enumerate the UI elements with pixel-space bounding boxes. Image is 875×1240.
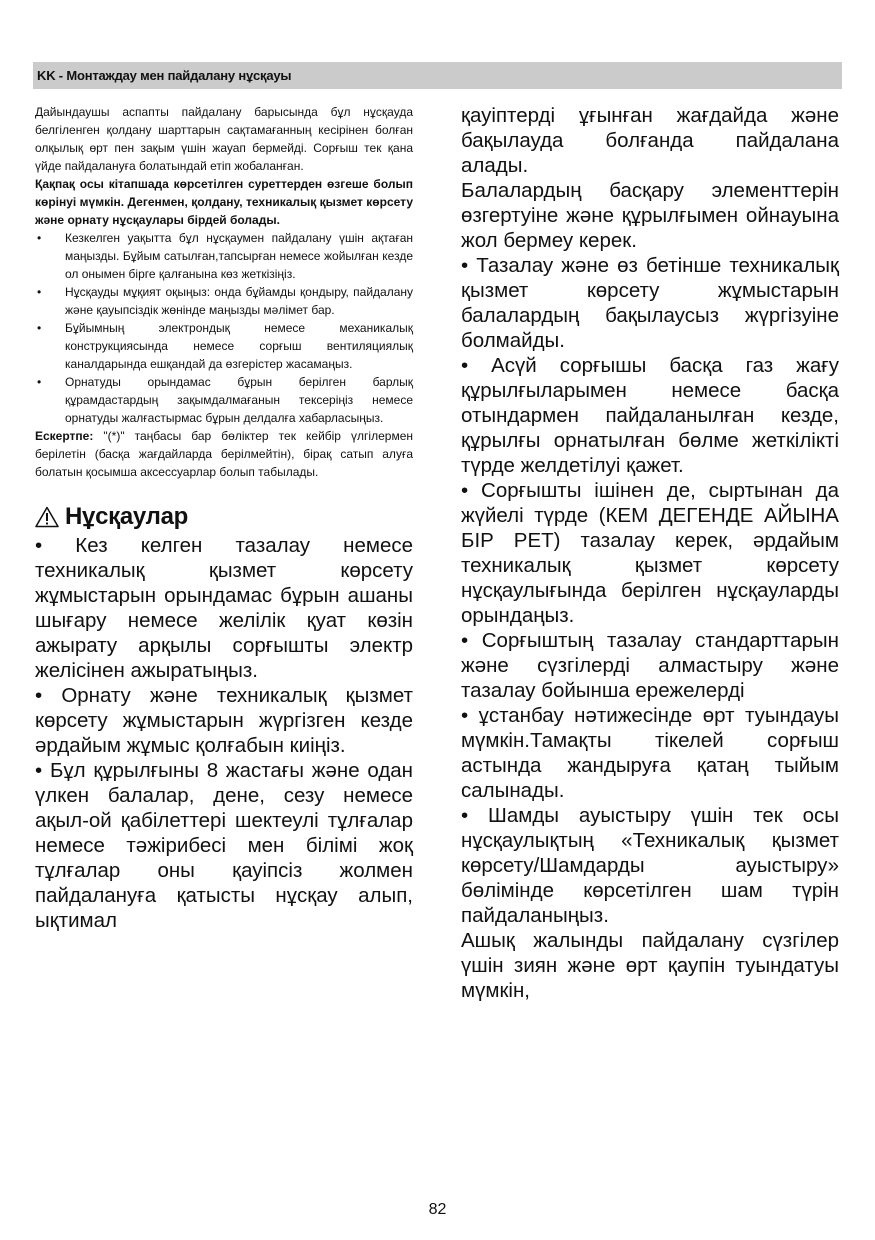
instruction-paragraph: • Асүй сорғышы басқа газ жағу құрылғыларымен немесе басқа отындармен пайдаланылған кезде, құрылғы орнатылған бөлме жеткілікті түрде желдетілуі қажет. [461, 354, 839, 477]
note-label: Ескертпе: [35, 429, 94, 443]
instruction-paragraph: қауіптерді ұғынған жағдайда және бақылауда болғанда пайдалана алады. [461, 104, 839, 177]
instruction-paragraph: Балалардың басқару элементтерін өзгертуіне және құрылғымен ойнауына жол бермеу керек. [461, 179, 839, 252]
intro-bullet-item: • Кезкелген уақытта бұл нұсқаумен пайдалану үшін ақтаған маңызды. Бұйым сатылған,тапсырған немесе жойылған кезде ол онымен бірге қалғанына көз жеткізіңіз. [35, 229, 413, 283]
instructions-title: Нұсқаулар [65, 503, 188, 530]
page-title: KK - Монтаждау мен пайдалану нұсқауы [37, 68, 292, 83]
warning-triangle-icon [35, 506, 59, 528]
note-text: "(*)" таңбасы бар бөліктер тек кейбір үлгілермен берілетін (басқа жағдайларда берілмейтін), бірақ сатып алуға болатын қосымша аксессуарлар болып табылады. [35, 429, 413, 479]
intro-bold-paragraph [35, 175, 413, 229]
instruction-paragraph: • Тазалау және өз бетінше техникалық қызмет көрсету жұмыстарын балалардың бақылаусыз жүргізуіне болмайды. [461, 254, 839, 352]
intro-bullet-list [35, 229, 413, 427]
instruction-paragraph: • Шамды ауыстыру үшін тек осы нұсқаулықтың «Техникалық қызмет көрсету/Шамдарды ауыстыру» бөлімінде көрсетілген шам түрін пайдаланыңыз. [461, 804, 839, 927]
instruction-paragraph: • ұстанбау нәтижесінде өрт туындауы мүмкін.Тамақты тікелей сорғыш астында жандыруға қатаң тыйым салынады. [461, 704, 839, 802]
intro-bullet-item: • Орнатуды орындамас бұрын берілген барлық құрамдастардың зақымдалмағанын тексеріңіз немесе орнатуды жалғастырмас бұрын делдалға хабарласыңыз. [35, 373, 413, 427]
instruction-paragraph: • Сорғыштың тазалау стандарттарын және сүзгілерді алмастыру және тазалау бойынша ережелерді [461, 629, 839, 702]
left-column [35, 103, 413, 933]
instruction-paragraph: • Орнату және техникалық қызмет көрсету жұмыстарын жүргізген кезде әрдайым жұмыс қолғабын киіңіз. [35, 684, 413, 757]
instruction-paragraph: • Бұл құрылғыны 8 жастағы және одан үлкен балалар, дене, сезу немесе ақыл-ой қабілеттері шектеулі тұлғалар немесе тәжірибесі мен білімі жоқ тұлғалар оны қауіпсіз жолмен пайдалануға қатысты нұсқау алып, ықтимал [35, 759, 413, 932]
intro-bold-text: Қақпақ осы кітапшада көрсетілген суреттерден өзгеше болып көрінуі мүмкін. Дегенмен, қолдану, техникалық қызмет көрсету және орнату нұсқаулары бірдей болады. [35, 177, 413, 227]
instruction-paragraph: Ашық жалынды пайдалану сүзгілер үшін зиян және өрт қаупін туындатуы мүмкін, [461, 929, 839, 1002]
note-paragraph [35, 427, 413, 481]
page-number: 82 [428, 1201, 447, 1218]
instructions-heading [35, 501, 413, 533]
instruction-paragraph: • Кез келген тазалау немесе техникалық қызмет көрсету жұмыстарын орындамас бұрын ашаны шығару немесе желілік қуат көзін ажырату арқылы сорғышты электр желісінен ажыратыңыз. [35, 534, 413, 682]
intro-bullet-item: • Нұсқауды мұқият оқыңыз: онда бұйамды қондыру, пайдалану және қауыпсіздік жөнінде маңызды мәлімет бар. [35, 283, 413, 319]
right-column [461, 103, 839, 1003]
header-bar [33, 62, 842, 89]
instruction-paragraph: • Сорғышты ішінен де, сыртынан да жүйелі түрде (КЕМ ДЕГЕНДЕ АЙЫНА БІР РЕТ) тазалау керек, әрдайым техникалық қызмет көрсету нұсқаулығында берілген нұсқауларды орындаңыз. [461, 479, 839, 627]
intro-paragraph: Дайындаушы аспапты пайдалану барысында бұл нұсқауда белгіленген қолдану шарттарын сақтамағанның кесірінен болған олқылық өрт пен зақым үшін жауап бермейді. Сорғыш тек қана үйде пайдалануға болатындай етіп жобаланған. [35, 105, 413, 173]
intro-bullet-item: • Бұйымның электрондық немесе механикалық конструкциясында немесе сорғыш вентиляциялық каналдарында ешқандай да өзгерістер жасамаңыз. [35, 319, 413, 373]
